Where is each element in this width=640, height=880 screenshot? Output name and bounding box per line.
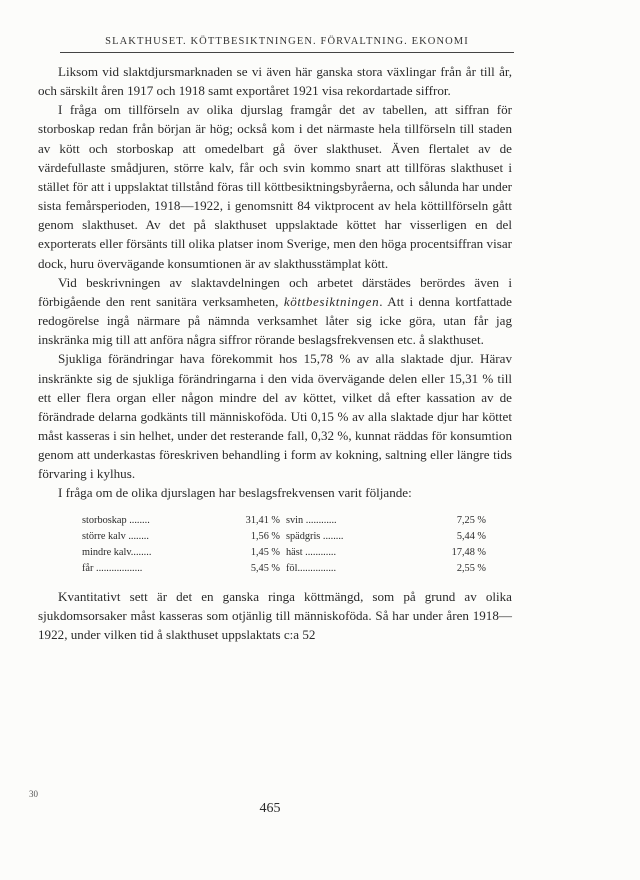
table-row	[286, 529, 492, 545]
paragraph-6: Kvantitativt sett är det en ganska ringa köttmängd, som på grund av olika sjukdomsorsaker måst kasseras som otjänlig till människoföda. Så har under åren 1918—1922, under vilken tid å slakthuset uppslaktats c:a 52	[38, 588, 512, 642]
table-row-label: storboskap ........	[82, 514, 150, 526]
paragraph-3-text-a: Vid beskrivningen av slaktavdelningen och arbetet därstädes berördes även i förbigående den rent sanitära verksamheten,	[38, 274, 512, 309]
table-row-label: häst ............	[286, 546, 337, 558]
table-row-value: 5,44 %	[456, 530, 486, 542]
page-number: 465	[259, 801, 281, 816]
table-row	[82, 513, 286, 529]
running-head: SLAKTHUSET. KÖTTBESIKTNINGEN. FÖRVALTNING. EKONOMI	[105, 36, 469, 47]
table-row-label: större kalv ........	[82, 530, 149, 542]
paragraph-2: I fråga om tillförseln av olika djurslag framgår det av tabellen, att siffran för storboskap redan från början är hög; också kom i det närmaste hela tillförseln till staden av kött och storboskap att omedelbart gå över slakthuset. Även flertalet av de värdefullaste smådjuren, större kalv, får och svin kommo snart att tillföras slakthuset i stället för att i uppslaktat tillstånd föras till köttbesiktningsbyråerna, och sålunda har under sista femårsperioden, 1918—1922, i genomsnitt 84 viktprocent av hela köttillförseln gått genom slakthuset. Av det på slakthuset uppslaktade köttet har visserligen en del exporterats eller försänts till olika platser inom Sverige, men den höga procentsiffran visar dock, huru övervägande konsumtionen är av slakthusstämplat kött.	[38, 102, 512, 271]
paragraph-5: I fråga om de olika djurslagen har beslagsfrekvensen varit följande:	[58, 485, 412, 501]
table-row	[82, 561, 286, 577]
paragraph-3	[38, 273, 512, 350]
signature-mark: 30	[29, 789, 38, 799]
table-row	[82, 545, 286, 561]
table-row-value: 1,45 %	[250, 546, 280, 558]
table-row-value: 31,41 %	[245, 514, 280, 526]
paragraph-1: Liksom vid slaktdjursmarknaden se vi även här ganska stora växlingar från år till år, och särskilt åren 1917 och 1918 samt exportåret 1921 visa rekordartade siffror.	[38, 64, 512, 99]
page-body	[38, 62, 512, 644]
table-row-value: 17,48 %	[451, 546, 486, 558]
table-column-right	[286, 513, 492, 577]
paragraph-3-text-b: . Att i denna kortfattade redogörelse ingå närmare på nämnda verksamhet låter sig icke göra, utan får jag inskränka mig till att anföra några siffror rörande beslagsfrekvensen etc. å slakthuset.	[38, 293, 512, 348]
table-row	[286, 561, 492, 577]
table-row-label: mindre kalv........	[82, 546, 152, 558]
table-row	[286, 545, 492, 561]
header-rule	[60, 52, 514, 53]
table-row-label: svin ............	[286, 514, 337, 526]
table-row-label: får ..................	[82, 562, 143, 574]
paragraph-3-emphasis: köttbesiktningen	[283, 293, 380, 309]
seizure-frequency-table	[82, 513, 492, 577]
paragraph-4: Sjukliga förändringar hava förekommit hos 15,78 % av alla slaktade djur. Härav inskränkte sig de sjukliga förändringarna i den vida övervägande delen eller 15,31 % till ett eller flera organ eller någon mindre del av köttet, vilket då efter kassation av de förändrade delarna godkänts till människoföda. Uti 0,15 % av alla slaktade djur har köttet måst kasseras i sin helhet, under det resterande fall, 0,32 %, kunnat räddas för konsumtion genom att underkastas föreskriven behandling i form av kokning, saltning eller längre tids förvaring i kylhus.	[38, 351, 512, 482]
table-row	[286, 513, 492, 529]
table-column-left	[82, 513, 286, 577]
table-row-label: spädgris ........	[286, 530, 344, 542]
table-row-value: 5,45 %	[250, 562, 280, 574]
table-row-value: 1,56 %	[250, 530, 280, 542]
table-row-label: föl...............	[286, 562, 337, 574]
table-row	[82, 529, 286, 545]
table-row-value: 2,55 %	[456, 562, 486, 574]
table-row-value: 7,25 %	[456, 514, 486, 526]
